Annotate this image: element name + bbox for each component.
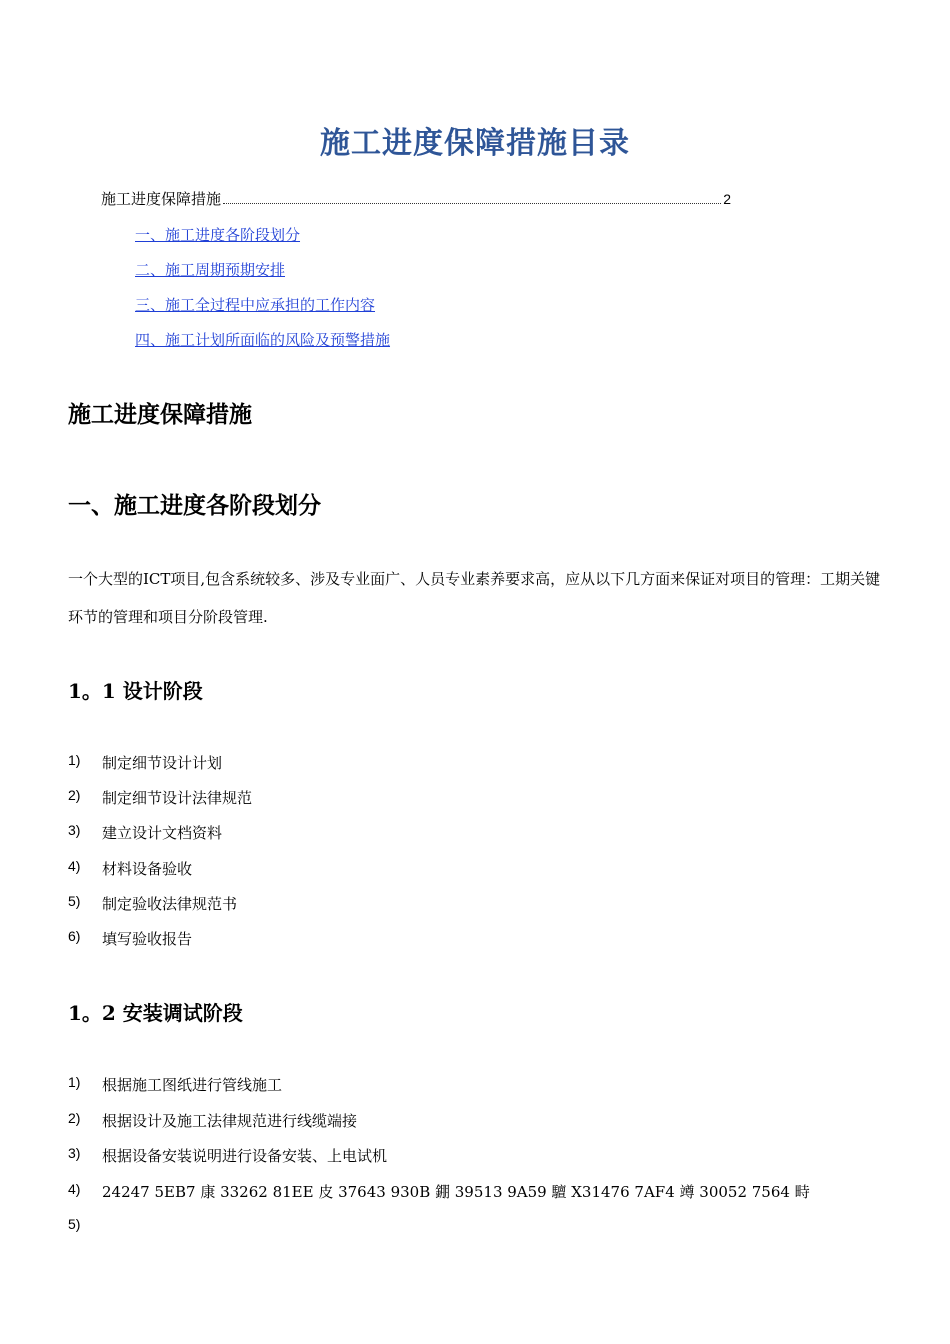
list-item — [68, 752, 222, 773]
document-title: 施工进度保障措施目录 — [320, 126, 630, 161]
section-1-paragraph: 一个大型的ICT项目,包含系统较多、涉及专业面广、人员专业素养要求高，应从以下几方面来保证对项目的管理：工期关键环节的管理和项目分阶段管理. — [68, 570, 881, 626]
list-item-number: 2) — [68, 1110, 81, 1126]
list-item — [68, 858, 192, 879]
toc-entry-main[interactable] — [101, 188, 731, 209]
list-item — [68, 787, 252, 808]
list-item-number: 4) — [68, 858, 81, 874]
subsection-heading-1-1: 1。1 设计阶段 — [68, 679, 203, 703]
toc-page-number: 2 — [723, 191, 731, 207]
list-item-text: 材料设备验收 — [102, 860, 193, 878]
list-item-text: 24247 5EB7 康 33262 81EE 皮 37643 930B 錋 39513 9A59 驙 X31476 7AF4 竴 30052 7564 畤 — [102, 1183, 810, 1201]
list-item — [68, 928, 192, 949]
list-item-number: 2) — [68, 787, 81, 803]
list-item-number: 3) — [68, 822, 81, 838]
toc-leader-dots — [223, 203, 721, 204]
list-item-number: 6) — [68, 928, 81, 944]
list-item-number: 1) — [68, 752, 81, 768]
toc-link-2[interactable]: 二、施工周期预期安排 — [135, 261, 286, 279]
toc-entry-label: 施工进度保障措施 — [101, 190, 222, 208]
list-item-text: 建立设计文档资料 — [102, 824, 223, 842]
toc-link-3[interactable]: 三、施工全过程中应承担的工作内容 — [135, 296, 376, 314]
list-item-text: 根据设计及施工法律规范进行线缆端接 — [102, 1112, 358, 1130]
list-item-number: 3) — [68, 1145, 81, 1161]
list-item — [68, 1145, 387, 1166]
list-item-text: 根据设备安装说明进行设备安装、上电试机 — [102, 1147, 388, 1165]
list-item-number: 5) — [68, 1216, 81, 1232]
list-item — [68, 1074, 282, 1095]
list-item — [68, 822, 222, 843]
main-heading: 施工进度保障措施 — [68, 401, 252, 428]
section-heading-1: 一、施工进度各阶段划分 — [68, 492, 321, 519]
list-item-text: 填写验收报告 — [102, 930, 193, 948]
toc-link-4[interactable]: 四、施工计划所面临的风险及预警措施 — [135, 331, 391, 349]
list-item-text: 制定验收法律规范书 — [102, 895, 238, 913]
list-item-number: 1) — [68, 1074, 81, 1090]
list-item-number: 5) — [68, 893, 81, 909]
list-item — [68, 1181, 810, 1202]
list-item-text: 制定细节设计计划 — [102, 754, 223, 772]
list-item-text: 根据施工图纸进行管线施工 — [102, 1076, 283, 1094]
toc-link-1[interactable]: 一、施工进度各阶段划分 — [135, 226, 301, 244]
list-item — [68, 1216, 102, 1232]
list-item-text: 制定细节设计法律规范 — [102, 789, 253, 807]
list-item-number: 4) — [68, 1181, 81, 1197]
subsection-heading-1-2: 1。2 安装调试阶段 — [68, 1001, 243, 1025]
list-item — [68, 893, 237, 914]
list-item — [68, 1110, 357, 1131]
